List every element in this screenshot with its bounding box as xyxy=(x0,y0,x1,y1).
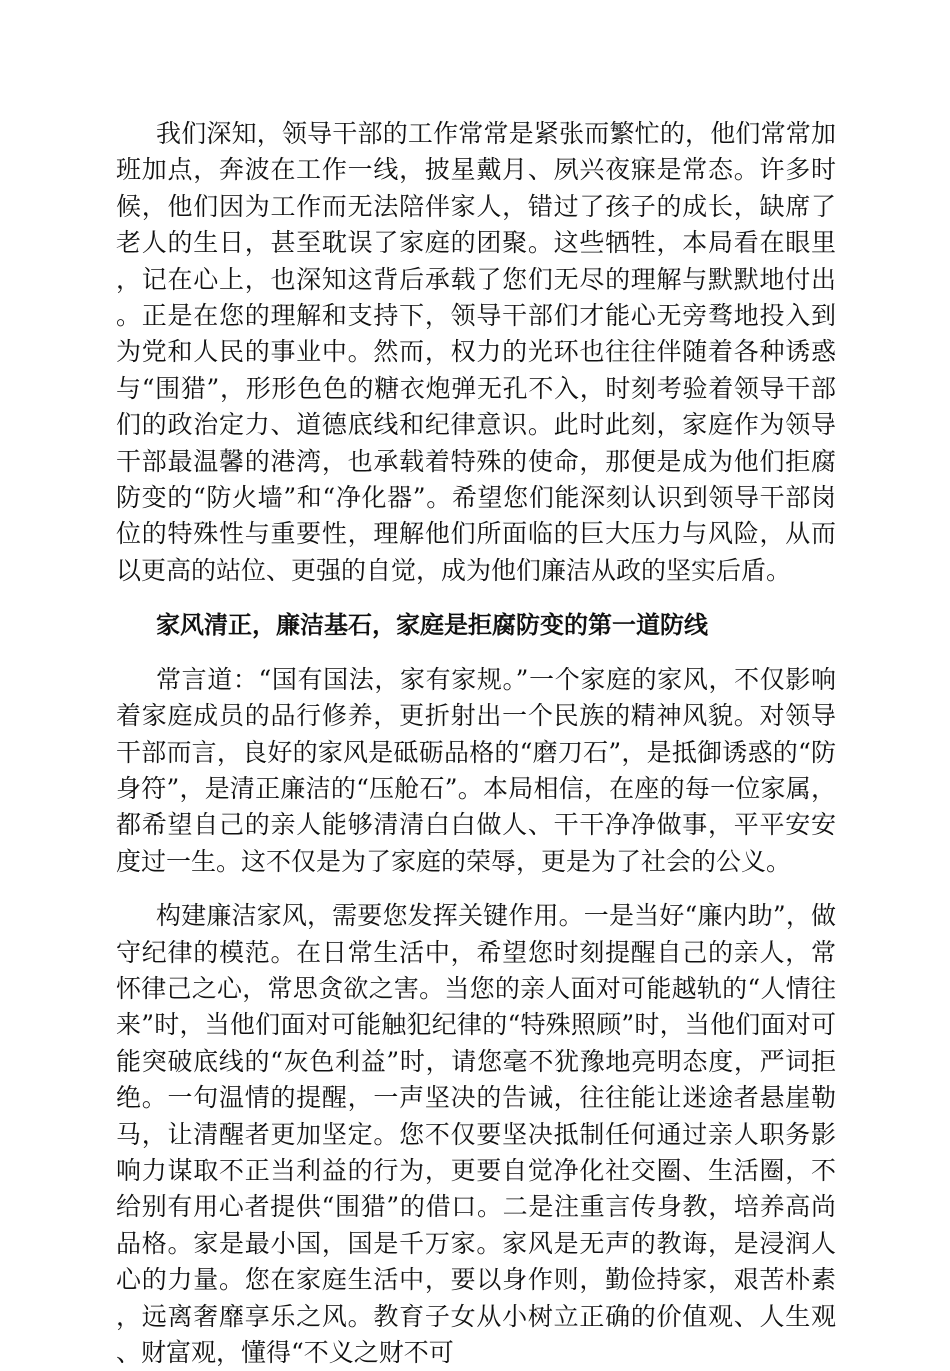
section-heading: 家风清正，廉洁基石，家庭是拒腐防变的第一道防线 xyxy=(156,611,708,640)
heading-spacer xyxy=(116,644,836,662)
paragraph-spacer xyxy=(116,589,836,607)
paragraph-clean-family: 构建廉洁家风，需要您发挥关键作用。一是当好“廉内助”，做守纪律的模范。在日常生活中，希望您时刻提醒自己的亲人，常怀律己之心，常思贪欲之害。当您的亲人面对可能越轨的“人情往来”时，当他们面对可能触犯纪律的“特殊照顾”时，当他们面对可能突破底线的“灰色利益”时，请您毫不犹豫地亮明态度，严词拒绝。一句温情的提醒，一声坚决的告诫，往往能让迷途者悬崖勒马，让清醒者更加坚定。您不仅要坚决抵制任何通过亲人职务影响力谋取不正当利益的行为，更要自觉净化社交圈、生活圈，不给别有用心者提供“围猎”的借口。二是注重言传身教，培养高尚品格。家是最小国，国是千万家。家风是无声的教诲，是浸润人心的力量。您在家庭生活中，要以身作则，勤俭持家，艰苦朴素，远离奢靡享乐之风。教育子女从小树立正确的价值观、人生观、财富观，懂得“不义之财不可 xyxy=(116,901,836,1367)
paragraph-family-style: 常言道：“国有国法，家有家规。”一个家庭的家风，不仅影响着家庭成员的品行修养，更折射出一个民族的精神风貌。对领导干部而言，良好的家风是砥砺品格的“磨刀石”，是抵御诱惑的“防身符”，是清正廉洁的“压舱石”。本局相信，在座的每一位家属，都希望自己的亲人能够清清白白做人、干干净净做事，平平安安度过一生。这不仅是为了家庭的荣辱，更是为了社会的公义。 xyxy=(116,664,836,876)
document-page xyxy=(116,116,836,1371)
paragraph-spacer xyxy=(116,880,836,898)
paragraph-family-sacrifice: 我们深知，领导干部的工作常常是紧张而繁忙的，他们常常加班加点，奔波在工作一线，披星戴月、夙兴夜寐是常态。许多时候，他们因为工作而无法陪伴家人，错过了孩子的成长，缺席了老人的生日，甚至耽误了家庭的团聚。这些牺牲，本局看在眼里，记在心上，也深知这背后承载了您们无尽的理解与默默地付出。正是在您的理解和支持下，领导干部们才能心无旁骛地投入到为党和人民的事业中。然而，权力的光环也往往伴随着各种诱惑与“围猎”，形形色色的糖衣炮弹无孔不入，时刻考验着领导干部们的政治定力、道德底线和纪律意识。此时此刻，家庭作为领导干部最温馨的港湾，也承载着特殊的使命，那便是成为他们拒腐防变的“防火墙”和“净化器”。希望您们能深刻认识到领导干部岗位的特殊性与重要性，理解他们所面临的巨大压力与风险，从而以更高的站位、更强的自觉，成为他们廉洁从政的坚实后盾。 xyxy=(116,119,836,585)
